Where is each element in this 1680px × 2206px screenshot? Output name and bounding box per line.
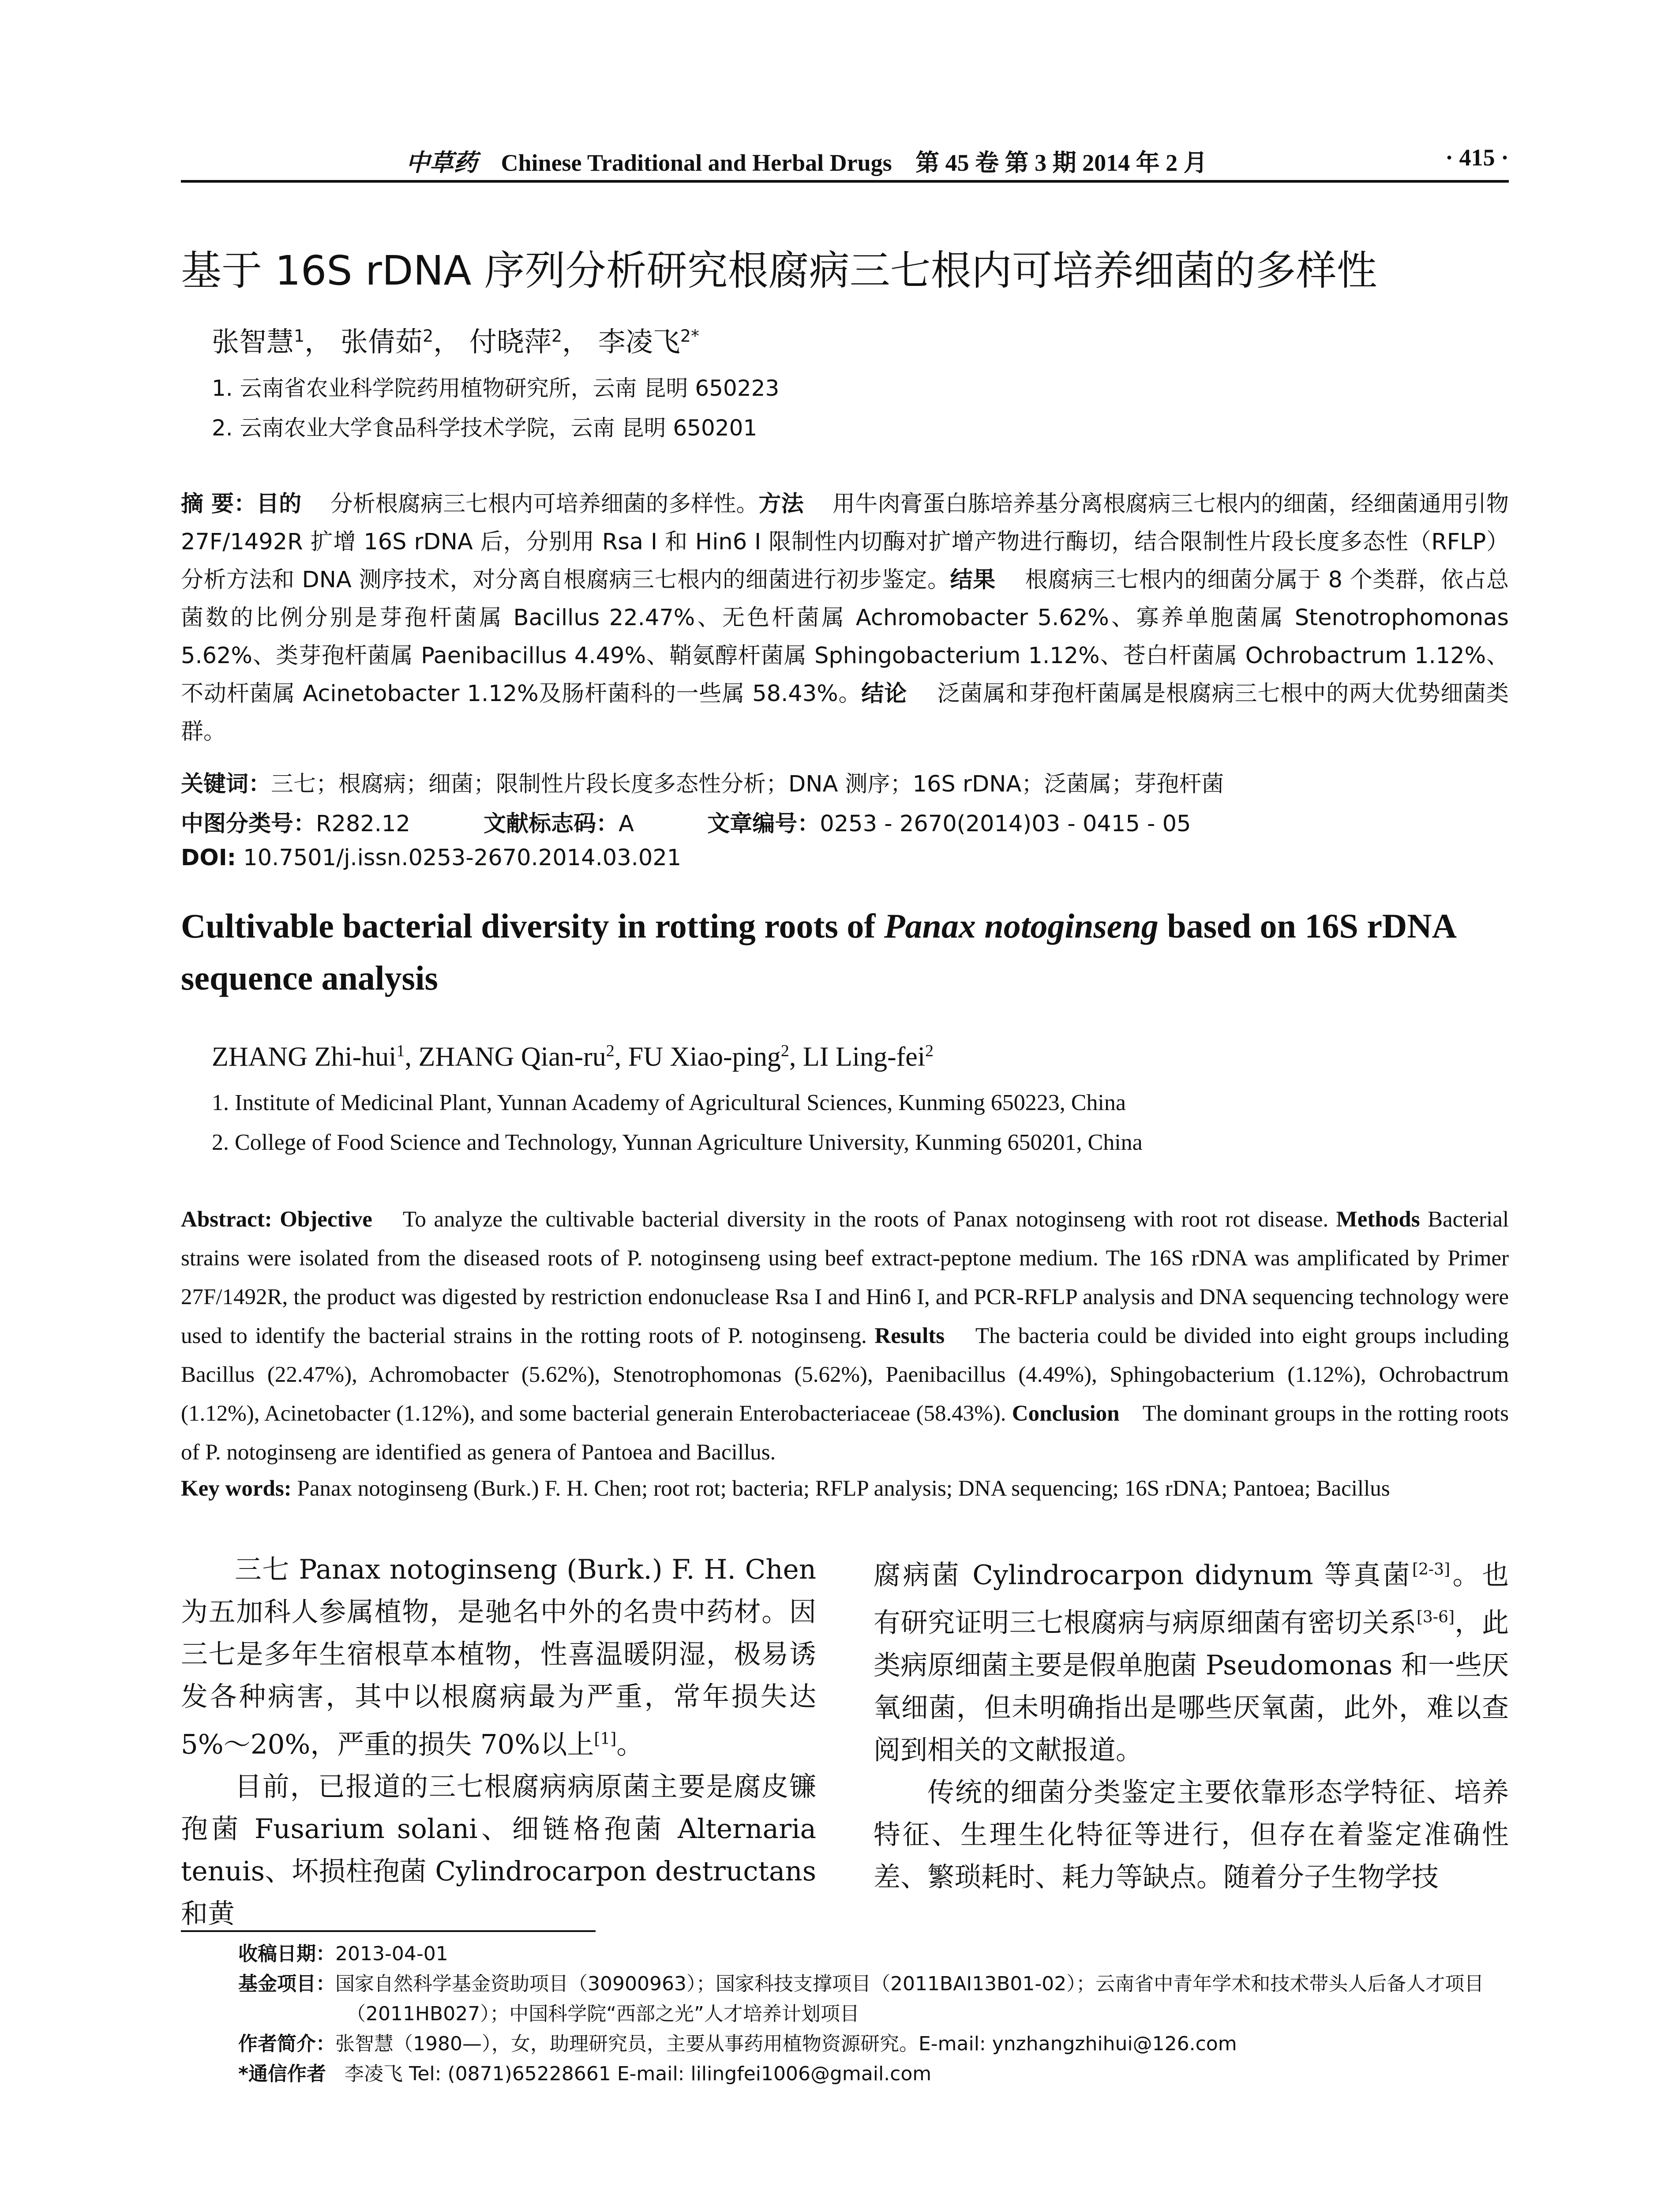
fund-info-cont: （2011HB027）；中国科学院“西部之光”人才培养计划项目 <box>346 2003 859 2025</box>
article-no-value: 0253 - 2670(2014)03 - 0415 - 05 <box>820 811 1191 837</box>
clc-label: 中图分类号： <box>181 811 316 837</box>
keywords-label: 关键词： <box>181 771 271 797</box>
conclusion-text: The dominant groups in the rotting roots of P. notoginseng are identified as genera of Pantoea and Bacillus. <box>181 1401 1509 1465</box>
method-text: Bacterial strains were isolated from the diseased roots of P. notoginseng using beef extract-peptone medium. The 16S rDNA was amplificated by Primer 27F/1492R, the product was digested by restriction endonuclease Rsa I and Hin6 I, and PCR-RFLP analysis and DNA sequencing technology were used to identify the bacterial strains in the rotting roots of P. notoginseng. <box>181 1207 1509 1348</box>
body-paragraph: 腐病菌 Cylindrocarpon didynum 等真菌[2-3]。也有研究证明三七根腐病与病原细菌有密切关系[3-6]，此类病原细菌主要是假单胞菌 Pseudomonas 和一些厌氧细菌，但未明确指出是哪些厌氧菌，此外，难以查阅到相关的文献报道。 <box>874 1559 1509 1766</box>
chinese-title: 基于 16S rDNA 序列分析研究根腐病三七根内可培养细菌的多样性 <box>181 247 1377 294</box>
english-affiliation-1: 1. Institute of Medicinal Plant, Yunnan Academy of Agricultural Sciences, Kunming 650223, China <box>212 1090 1126 1115</box>
classification-line <box>181 805 1191 838</box>
title-species: Panax notoginseng <box>884 907 1159 945</box>
author-sup: 2 <box>551 326 562 346</box>
corresponding-author: *通信作者 李凌飞 Tel: (0871)65228661 E-mail: lilingfei1006@gmail.com <box>238 2063 932 2085</box>
footnote-divider <box>181 1930 596 1932</box>
keywords-text: Panax notoginseng (Burk.) F. H. Chen; root rot; bacteria; RFLP analysis; DNA sequencing; 16S rDNA; Pantoea; Bacillus <box>297 1476 1390 1501</box>
conclusion-text: 泛菌属和芽孢杆菌属是根腐病三七根中的两大优势细菌类群。 <box>181 681 1509 745</box>
keywords-label: Key words: <box>181 1476 292 1501</box>
clc-value: R282.12 <box>316 811 410 837</box>
author-sup: 2 <box>422 326 434 346</box>
citation: [3-6] <box>1416 1608 1455 1627</box>
body-left-column <box>181 1549 816 1935</box>
footnotes <box>238 1939 1509 2089</box>
english-abstract <box>181 1200 1509 1472</box>
author-name: LI Ling-fei <box>802 1042 926 1072</box>
body-right-column <box>874 1549 1509 1898</box>
author-name: ZHANG Zhi-hui <box>212 1042 397 1072</box>
journal-name: Chinese Traditional and Herbal Drugs <box>501 150 892 176</box>
objective-text: To analyze the cultivable bacterial diversity in the roots of Panax notoginseng with root rot disease. <box>402 1207 1329 1232</box>
chinese-affiliation-2: 2. 云南农业大学食品科学技术学院，云南 昆明 650201 <box>212 415 758 441</box>
method-label: 方法 <box>758 491 804 517</box>
english-authors: ZHANG Zhi-hui$^1$, ZHANG Qian-$ru^2$, FU Xiao-ping$^2$, LI Ling-fei$^2$ <box>212 1042 934 1072</box>
author-name: FU Xiao-ping <box>628 1042 781 1072</box>
conclusion-label: Conclusion <box>1012 1401 1120 1426</box>
doi-label: DOI: <box>181 845 236 871</box>
method-label: Methods <box>1336 1207 1420 1232</box>
author-sup: 2* <box>680 326 699 346</box>
result-text: The bacteria could be divided into eight groups including Bacillus (22.47%), Achromobacter (5.62%), Stenotrophomonas (5.62%), Paenibacillus (4.49%), Sphingobacterium (1.12%), Ochrobactrum (1.12%), Acinetobacter (1.12%), and some bacterial generain Enterobacteriaceae (58.43%). <box>181 1324 1509 1426</box>
chinese-affiliation-1: 1. 云南省农业科学院药用植物研究所，云南 昆明 650223 <box>212 375 780 401</box>
article-no-label: 文章编号： <box>707 811 820 837</box>
objective-label: Objective <box>280 1207 372 1232</box>
author-name: 李凌飞 <box>598 326 680 358</box>
body-paragraph: 三七 Panax notoginseng (Burk.) F. H. Chen 为五加科人参属植物，是驰名中外的名贵中药材。因三七是多年生宿根草本植物，性喜温暖阴湿，极易诱发各种病害，其中以根腐病最为严重，常年损失达 5%～20%，严重的损失 70%以上[1]。 <box>181 1554 816 1760</box>
citation: [1] <box>594 1730 617 1748</box>
result-label: Results <box>874 1324 945 1348</box>
author-name: 张智慧 <box>212 326 294 358</box>
author-name: 张倩茹 <box>340 326 423 358</box>
author-sup: 1 <box>396 1042 405 1060</box>
author-sup: 2 <box>780 1042 789 1060</box>
objective-text: 分析根腐病三七根内可培养细菌的多样性。 <box>330 491 759 517</box>
received-date: 收稿日期：2013-04-01 <box>238 1943 448 1965</box>
english-affiliation-2: 2. College of Food Science and Technology, Yunnan Agriculture University, Kunming 650201, China <box>212 1130 1143 1155</box>
keywords-text: 三七；根腐病；细菌；限制性片段长度多态性分析；DNA 测序；16S rDNA；泛菌属；芽孢杆菌 <box>271 771 1224 797</box>
method-text: 用牛肉膏蛋白胨培养基分离根腐病三七根内的细菌，经细菌通用引物 27F/1492R 扩增 16S rDNA 后，分别用 Rsa I 和 Hin6 I 限制性内切酶对扩增产物进行酶切，结合限制性片段长度多态性（RFLP）分析方法和 DNA 测序技术，对分离自根腐病三七根内的细菌进行初步鉴定。 <box>181 491 1509 593</box>
english-title: Cultivable bacterial diversity in rotting roots of Panax notoginseng based on 16S rDNA sequence analysis <box>181 907 1455 997</box>
result-text: 根腐病三七根内的细菌分属于 8 个类群，依占总菌数的比例分别是芽孢杆菌属 Bacillus 22.47%、无色杆菌属 Achromobacter 5.62%、寡养单胞菌属 Stenotrophomonas 5.62%、类芽孢杆菌属 Paenibacillus 4.49%、鞘氨醇杆菌属 Sphingobacterium 1.12%、苍白杆菌属 Ochrobactrum 1.12%、不动杆菌属 Acinetobacter 1.12%及肠杆菌科的一些属 58.43%。 <box>181 567 1509 707</box>
fund-info: 基金项目：国家自然科学基金资助项目（30900963）；国家科技支撑项目（2011BAI13B01-02）；云南省中青年学术和技术带头人后备人才项目 <box>238 1973 1484 1995</box>
chinese-abstract <box>181 485 1509 751</box>
abstract-label: Abstract: <box>181 1207 272 1232</box>
body-paragraph: 传统的细菌分类鉴定主要依靠形态学特征、培养特征、生理生化特征等进行，但存在着鉴定准确性差、繁琐耗时、耗力等缺点。随着分子生物学技 <box>874 1776 1509 1893</box>
author-bio: 作者简介：张智慧（1980—），女，助理研究员，主要从事药用植物资源研究。E-mail: ynzhangzhihui@126.com <box>238 2033 1237 2055</box>
doc-code-label: 文献标志码： <box>484 811 619 837</box>
author-sup: 2 <box>606 1042 615 1060</box>
running-header <box>181 140 1509 183</box>
header-center <box>406 144 1208 178</box>
doi-value: 10.7501/j.issn.0253-2670.2014.03.021 <box>243 845 682 871</box>
author-sup: 2 <box>925 1042 934 1060</box>
chinese-authors: 张智慧$^1$， 张倩茹$^2$， 付晓萍$^2$， 李凌飞$^{2*}$ <box>212 326 699 358</box>
author-name: 付晓萍 <box>469 326 551 358</box>
objective-label: 目的 <box>256 491 302 517</box>
page-number: · 415 · <box>1445 144 1509 171</box>
english-keywords <box>181 1469 1509 1508</box>
conclusion-label: 结论 <box>861 681 908 707</box>
author-sup: 1 <box>294 326 305 346</box>
result-label: 结果 <box>950 567 996 593</box>
abstract-label: 摘 要： <box>181 491 257 517</box>
chinese-keywords <box>181 765 1224 798</box>
doc-code-value: A <box>619 811 634 837</box>
author-name: ZHANG Qian-ru <box>418 1042 606 1072</box>
journal-brand: 中草药 <box>406 148 477 176</box>
volume-info: 第 45 卷 第 3 期 2014 年 2 月 <box>915 150 1208 176</box>
body-paragraph: 目前，已报道的三七根腐病病原菌主要是腐皮镰孢菌 Fusarium solani、细链格孢菌 Alternaria tenuis、坏损柱孢菌 Cylindrocarpon destructans 和黄 <box>181 1771 816 1930</box>
doi-line <box>181 845 681 871</box>
citation: [2-3] <box>1412 1561 1451 1579</box>
